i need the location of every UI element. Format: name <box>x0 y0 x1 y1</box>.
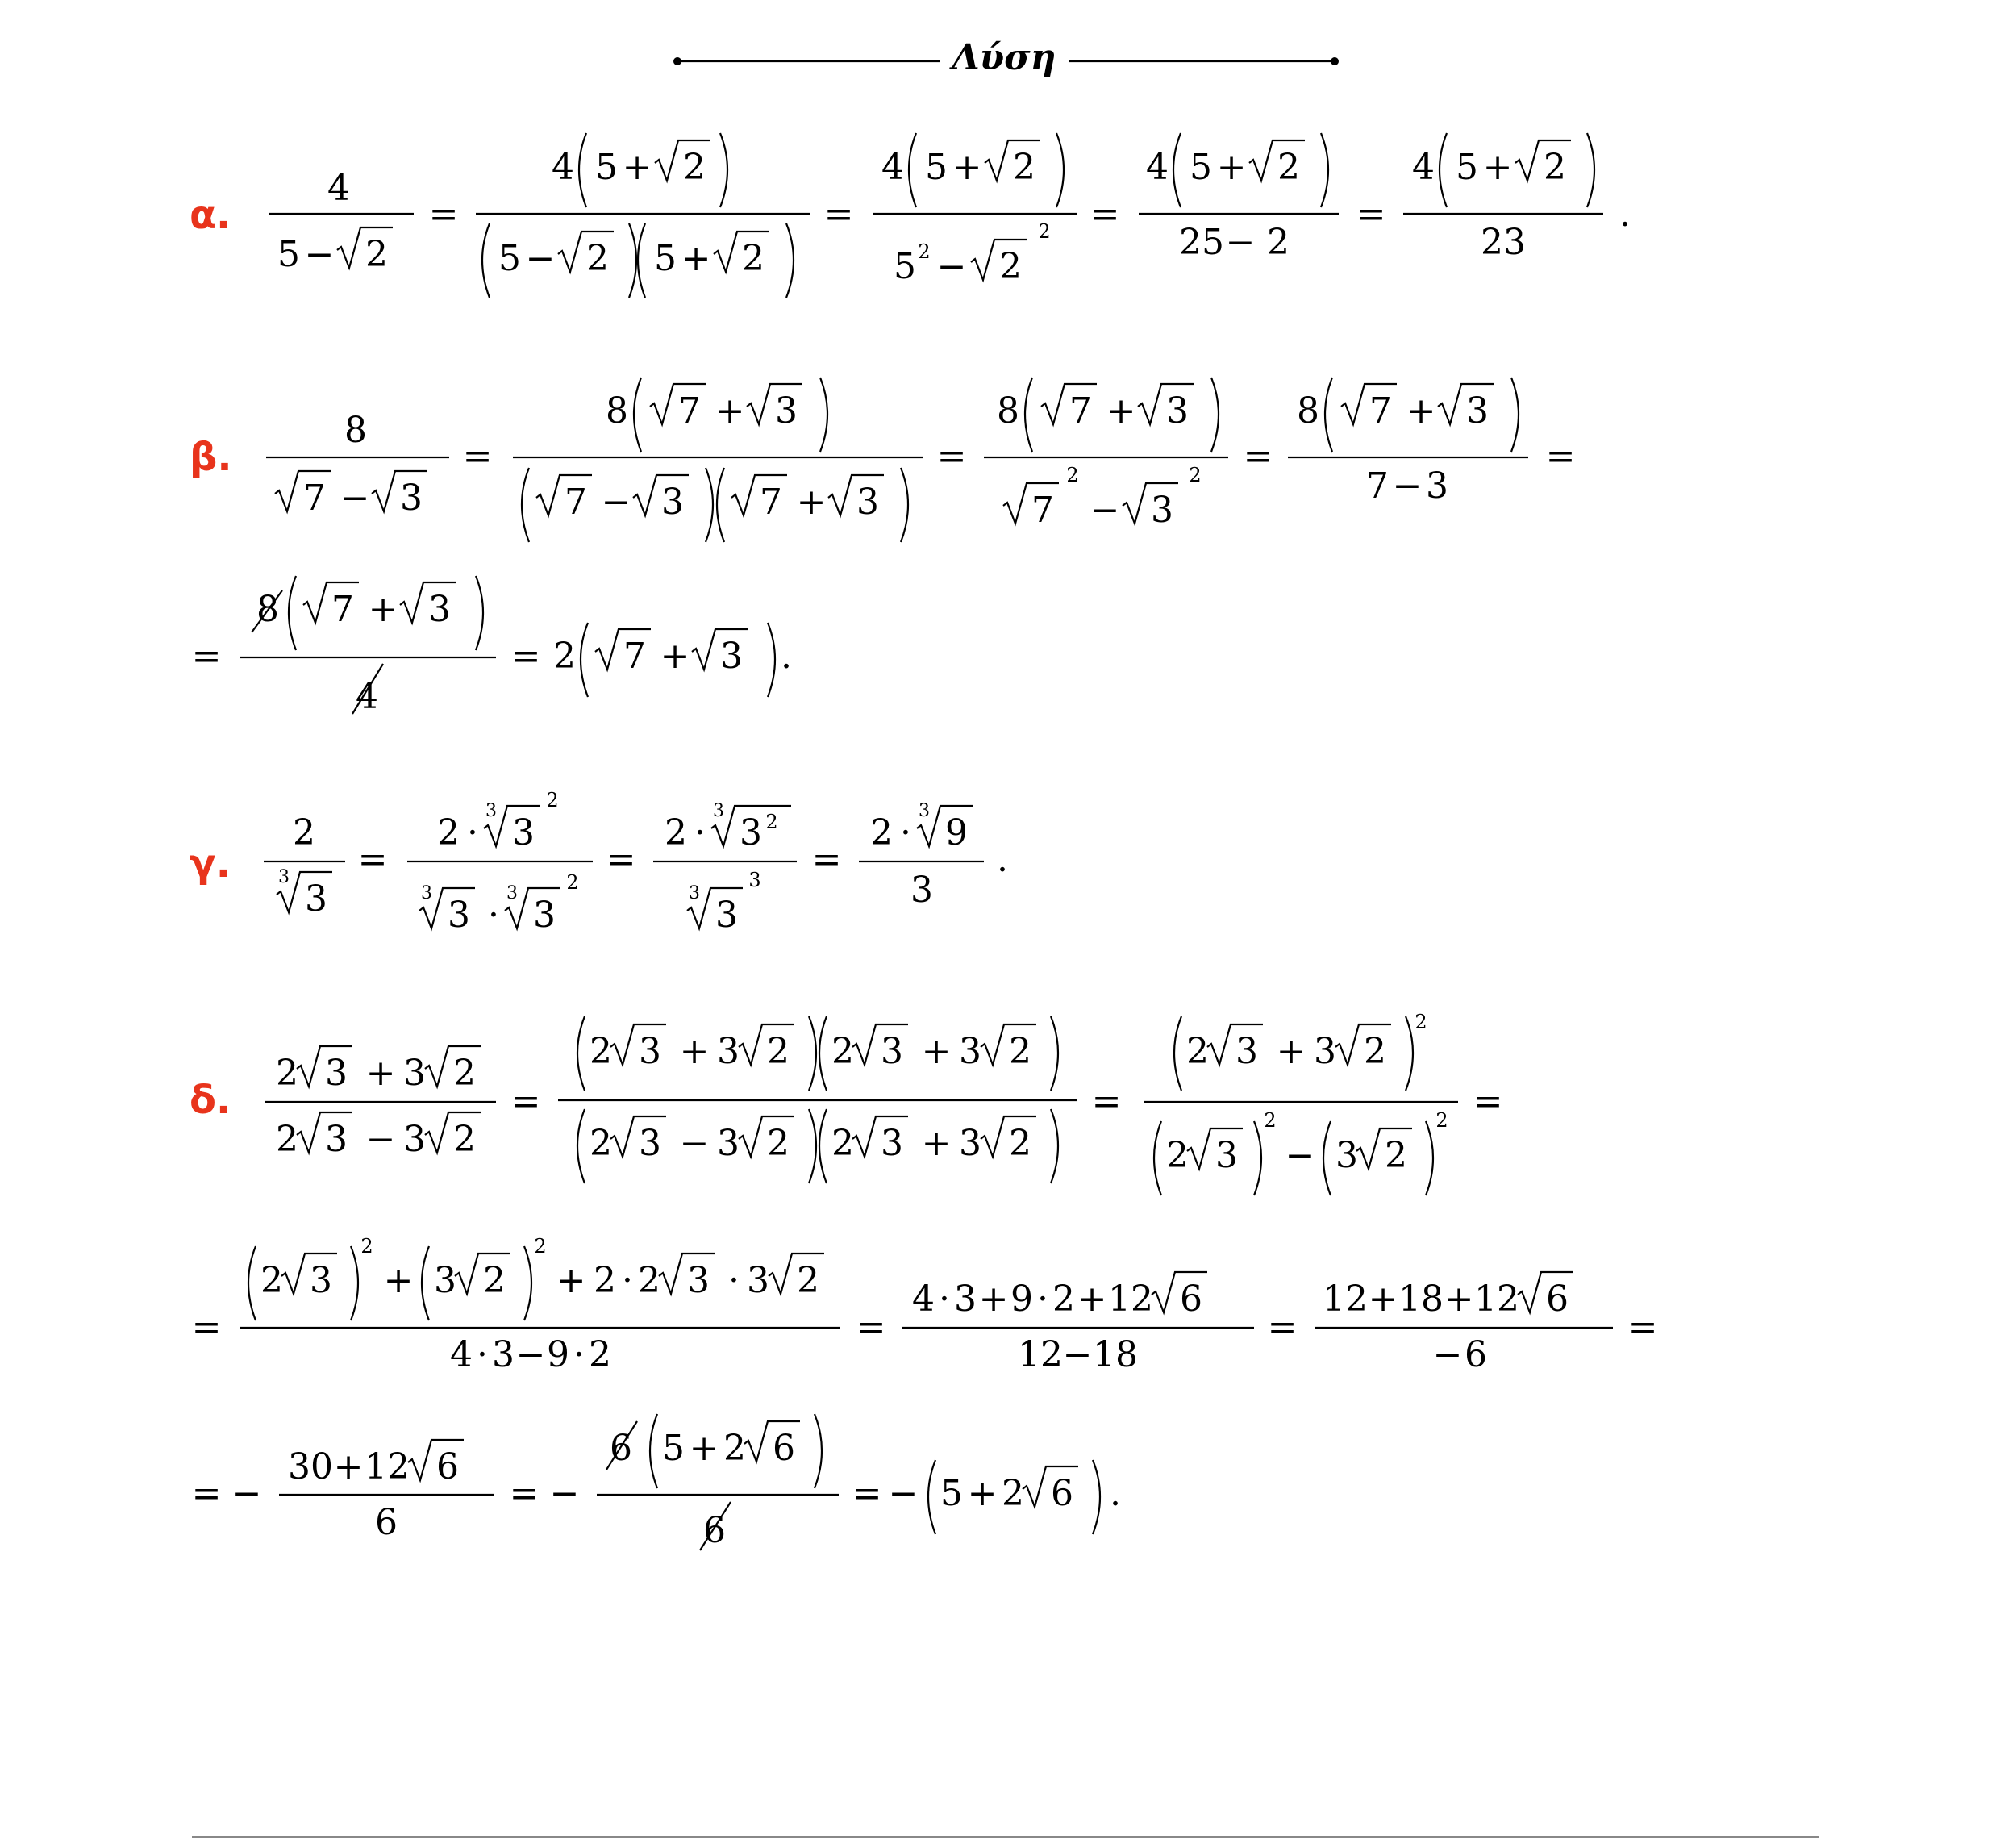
svg-text:+: + <box>921 1123 952 1164</box>
svg-text:6: 6 <box>1180 1279 1202 1320</box>
svg-text:6: 6 <box>773 1428 795 1469</box>
svg-text:=: = <box>191 1307 222 1348</box>
svg-text:2: 2 <box>1435 1109 1448 1132</box>
svg-text:9: 9 <box>547 1334 569 1375</box>
svg-text:−: − <box>525 238 556 279</box>
svg-text:4: 4 <box>1146 147 1169 188</box>
svg-text:=: = <box>1091 1081 1122 1122</box>
svg-text:3: 3 <box>1335 1135 1358 1176</box>
svg-text:3: 3 <box>919 801 930 821</box>
svg-text:·: · <box>488 895 499 936</box>
svg-text:·: · <box>900 812 911 853</box>
svg-text:+: + <box>333 1446 364 1487</box>
svg-text:2: 2 <box>1385 1135 1407 1176</box>
svg-text:3: 3 <box>434 1260 456 1301</box>
svg-text:+: + <box>681 238 711 279</box>
svg-text:2: 2 <box>999 246 1022 287</box>
svg-text:5: 5 <box>595 147 618 188</box>
svg-text:4: 4 <box>356 676 378 717</box>
svg-text:+: + <box>622 147 652 188</box>
svg-text:8: 8 <box>344 410 367 451</box>
svg-text:·: · <box>622 1260 633 1301</box>
svg-text:5: 5 <box>1456 147 1478 188</box>
svg-text:3: 3 <box>717 1123 740 1164</box>
svg-text:12: 12 <box>365 1446 410 1487</box>
svg-text:2: 2 <box>665 812 687 853</box>
svg-text:5: 5 <box>662 1428 685 1469</box>
svg-text:3: 3 <box>740 812 762 853</box>
svg-text:3: 3 <box>639 1031 661 1072</box>
svg-text:=: = <box>1267 1307 1298 1348</box>
svg-text:=: = <box>1243 436 1273 477</box>
svg-text:.: . <box>1619 194 1631 235</box>
svg-text:3: 3 <box>747 1260 769 1301</box>
label-d: δ. <box>190 1078 231 1123</box>
svg-text:6: 6 <box>610 1428 632 1469</box>
svg-text:3: 3 <box>421 883 432 903</box>
svg-text:7: 7 <box>1031 490 1054 531</box>
svg-text:18: 18 <box>1093 1334 1138 1375</box>
svg-text:−: − <box>936 246 967 287</box>
svg-text:2: 2 <box>260 1260 283 1301</box>
svg-text:2: 2 <box>767 1123 790 1164</box>
svg-text:6: 6 <box>1465 1334 1487 1375</box>
svg-text:=: = <box>811 839 842 880</box>
svg-text:3: 3 <box>1151 490 1173 531</box>
svg-text:9: 9 <box>1010 1279 1033 1320</box>
page-title: Λύση <box>952 37 1056 78</box>
svg-text:2: 2 <box>831 1123 854 1164</box>
svg-text:2: 2 <box>723 1428 746 1469</box>
label-b: β. <box>190 435 232 480</box>
svg-text:=: = <box>510 1081 541 1122</box>
svg-text:3: 3 <box>881 1031 903 1072</box>
svg-text:−: − <box>340 478 370 519</box>
svg-text:3: 3 <box>1166 390 1189 432</box>
svg-text:3: 3 <box>325 1053 348 1094</box>
svg-text:+: + <box>1276 1031 1306 1072</box>
header-dot-right <box>1331 57 1339 65</box>
svg-text:3: 3 <box>1314 1031 1336 1072</box>
svg-text:5: 5 <box>498 238 521 279</box>
svg-text:5: 5 <box>1190 147 1212 188</box>
svg-text:7: 7 <box>760 482 782 523</box>
svg-text:23: 23 <box>1481 222 1526 263</box>
svg-text:3: 3 <box>278 867 290 887</box>
svg-text:+: + <box>1368 1279 1398 1320</box>
svg-text:2: 2 <box>546 789 559 811</box>
svg-text:2: 2 <box>1267 222 1290 263</box>
svg-text:2: 2 <box>453 1119 476 1160</box>
svg-text:2: 2 <box>1066 464 1079 486</box>
svg-text:=: = <box>1545 436 1576 477</box>
svg-text:4: 4 <box>450 1334 473 1375</box>
svg-text:3: 3 <box>325 1119 348 1160</box>
svg-text:3: 3 <box>1235 1031 1258 1072</box>
svg-text:2: 2 <box>437 812 460 853</box>
svg-text:4: 4 <box>1412 147 1435 188</box>
svg-text:=: = <box>1090 194 1120 235</box>
svg-text:2: 2 <box>683 147 706 188</box>
header-dot-left <box>673 57 681 65</box>
svg-text:.: . <box>781 636 792 677</box>
svg-text:2: 2 <box>566 871 579 894</box>
svg-text:2: 2 <box>1009 1031 1031 1072</box>
svg-text:6: 6 <box>375 1502 398 1543</box>
svg-text:3: 3 <box>310 1260 332 1301</box>
svg-text:=: = <box>462 436 493 477</box>
svg-text:+: + <box>679 1031 710 1072</box>
svg-text:12: 12 <box>1323 1279 1368 1320</box>
svg-text:2: 2 <box>1002 1473 1024 1514</box>
svg-text:3: 3 <box>1426 465 1448 507</box>
svg-text:5: 5 <box>940 1473 963 1514</box>
svg-text:3: 3 <box>506 883 518 903</box>
svg-text:·: · <box>694 812 706 853</box>
svg-text:2: 2 <box>553 636 576 677</box>
svg-text:18: 18 <box>1398 1279 1444 1320</box>
svg-text:2: 2 <box>1264 1109 1277 1132</box>
svg-text:3: 3 <box>400 478 423 519</box>
svg-text:·: · <box>1037 1279 1048 1320</box>
svg-text:3: 3 <box>687 1260 710 1301</box>
svg-text:8: 8 <box>997 390 1019 432</box>
svg-text:+: + <box>978 1279 1009 1320</box>
svg-text:2: 2 <box>870 812 893 853</box>
svg-text:7: 7 <box>1069 390 1092 432</box>
part-c <box>190 789 1008 936</box>
svg-text:2: 2 <box>638 1260 660 1301</box>
label-a: α. <box>190 193 231 238</box>
svg-text:+: + <box>660 636 690 677</box>
svg-text:3: 3 <box>533 895 556 936</box>
svg-text:3: 3 <box>954 1279 977 1320</box>
svg-text:+: + <box>689 1428 719 1469</box>
svg-text:−: − <box>1285 1135 1315 1176</box>
svg-text:3: 3 <box>689 883 700 903</box>
svg-text:12: 12 <box>1018 1334 1063 1375</box>
svg-text:+: + <box>383 1260 414 1301</box>
svg-text:2: 2 <box>797 1260 819 1301</box>
svg-text:−: − <box>679 1123 710 1164</box>
svg-text:−: − <box>549 1473 580 1514</box>
part-b <box>190 378 1575 717</box>
svg-text:8: 8 <box>1297 390 1319 432</box>
svg-text:12: 12 <box>1474 1279 1519 1320</box>
svg-text:2: 2 <box>453 1053 476 1094</box>
svg-text:2: 2 <box>1186 1031 1209 1072</box>
svg-text:2: 2 <box>742 238 765 279</box>
svg-text:−: − <box>231 1473 262 1514</box>
svg-text:=: = <box>856 1307 886 1348</box>
svg-text:3: 3 <box>485 801 497 821</box>
svg-text:2: 2 <box>918 240 931 263</box>
svg-text:3: 3 <box>1215 1135 1238 1176</box>
svg-text:7: 7 <box>1366 465 1389 507</box>
svg-text:3: 3 <box>717 1031 740 1072</box>
svg-text:3: 3 <box>959 1123 981 1164</box>
svg-text:.: . <box>997 839 1008 880</box>
svg-text:3: 3 <box>661 482 684 523</box>
svg-text:+: + <box>368 589 398 630</box>
svg-text:+: + <box>556 1260 586 1301</box>
svg-text:9: 9 <box>945 812 968 853</box>
svg-text:7: 7 <box>565 482 587 523</box>
svg-text:·: · <box>573 1334 585 1375</box>
svg-text:5: 5 <box>277 234 300 275</box>
svg-text:7: 7 <box>678 390 701 432</box>
svg-text:2: 2 <box>360 1235 373 1258</box>
svg-text:4: 4 <box>912 1279 935 1320</box>
header <box>673 37 1339 78</box>
svg-text:−: − <box>1432 1334 1463 1375</box>
svg-text:2: 2 <box>483 1260 506 1301</box>
svg-text:+: + <box>365 1053 396 1094</box>
svg-text:+: + <box>1106 390 1136 432</box>
svg-text:2: 2 <box>1277 147 1300 188</box>
svg-text:3: 3 <box>881 1123 903 1164</box>
svg-text:+: + <box>1444 1279 1474 1320</box>
svg-text:3: 3 <box>910 870 933 911</box>
svg-text:7: 7 <box>303 478 326 519</box>
svg-text:+: + <box>952 147 982 188</box>
label-c: γ. <box>190 841 231 886</box>
svg-text:7: 7 <box>1369 390 1392 432</box>
svg-text:3: 3 <box>856 482 879 523</box>
svg-text:6: 6 <box>703 1510 726 1551</box>
svg-text:=: = <box>357 839 388 880</box>
svg-text:2: 2 <box>765 811 778 833</box>
svg-text:5: 5 <box>894 246 916 287</box>
svg-text:2: 2 <box>590 1031 612 1072</box>
svg-text:−: − <box>1392 465 1423 507</box>
svg-text:2: 2 <box>1364 1031 1386 1072</box>
svg-text:=: = <box>606 839 636 880</box>
svg-text:5: 5 <box>654 238 677 279</box>
svg-text:2: 2 <box>1038 220 1051 243</box>
svg-text:3: 3 <box>720 636 743 677</box>
svg-text:+: + <box>967 1473 998 1514</box>
svg-text:4: 4 <box>881 147 904 188</box>
svg-text:=: = <box>428 194 459 235</box>
svg-text:25: 25 <box>1179 222 1224 263</box>
svg-text:2: 2 <box>1415 1011 1427 1033</box>
svg-text:−: − <box>888 1473 919 1514</box>
part-a <box>190 133 1631 298</box>
svg-text:=: = <box>1627 1307 1658 1348</box>
svg-text:2: 2 <box>1166 1135 1189 1176</box>
svg-text:8: 8 <box>606 390 628 432</box>
svg-text:−: − <box>1090 490 1120 531</box>
svg-text:3: 3 <box>639 1123 661 1164</box>
svg-text:=: = <box>823 194 854 235</box>
svg-text:·: · <box>939 1279 950 1320</box>
svg-text:3: 3 <box>448 895 470 936</box>
svg-text:3: 3 <box>959 1031 981 1072</box>
svg-text:2: 2 <box>594 1260 616 1301</box>
svg-text:·: · <box>728 1260 740 1301</box>
svg-text:2: 2 <box>293 812 315 853</box>
svg-text:−: − <box>515 1334 546 1375</box>
svg-text:3: 3 <box>492 1334 515 1375</box>
svg-text:=: = <box>510 636 541 677</box>
svg-text:3: 3 <box>305 878 327 920</box>
svg-text:2: 2 <box>276 1053 298 1094</box>
svg-text:2: 2 <box>589 1334 611 1375</box>
svg-text:2: 2 <box>1544 147 1566 188</box>
svg-text:3: 3 <box>428 589 451 630</box>
svg-text:4: 4 <box>552 147 574 188</box>
svg-text:7: 7 <box>623 636 646 677</box>
svg-text:6: 6 <box>1051 1473 1073 1514</box>
svg-text:7: 7 <box>331 589 354 630</box>
svg-text:5: 5 <box>925 147 948 188</box>
svg-text:=: = <box>1473 1081 1503 1122</box>
svg-text:3: 3 <box>748 869 761 891</box>
svg-text:−: − <box>601 482 631 523</box>
svg-text:2: 2 <box>1013 147 1035 188</box>
svg-text:·: · <box>477 1334 488 1375</box>
part-d <box>190 1011 1657 1551</box>
svg-text:3: 3 <box>403 1119 426 1160</box>
svg-text:−: − <box>1225 222 1256 263</box>
svg-text:=: = <box>191 636 222 677</box>
svg-text:=: = <box>1356 194 1386 235</box>
svg-text:12: 12 <box>1108 1279 1153 1320</box>
svg-text:−: − <box>365 1119 396 1160</box>
svg-text:2: 2 <box>1009 1123 1031 1164</box>
svg-text:=: = <box>191 1473 222 1514</box>
svg-text:2: 2 <box>1052 1279 1075 1320</box>
svg-text:3: 3 <box>713 801 724 821</box>
num-a1: 4 <box>327 168 350 209</box>
svg-text:=: = <box>509 1473 540 1514</box>
svg-text:3: 3 <box>403 1053 426 1094</box>
svg-text:2: 2 <box>590 1123 612 1164</box>
svg-text:2: 2 <box>767 1031 790 1072</box>
svg-text:2: 2 <box>534 1235 547 1258</box>
svg-text:+: + <box>796 482 827 523</box>
svg-text:2: 2 <box>831 1031 854 1072</box>
svg-text:2: 2 <box>1189 464 1202 486</box>
svg-text:30: 30 <box>288 1446 333 1487</box>
svg-text:2: 2 <box>365 234 388 275</box>
svg-text:+: + <box>1482 147 1513 188</box>
svg-text:+: + <box>715 390 745 432</box>
svg-text:8: 8 <box>256 589 279 630</box>
svg-text:3: 3 <box>715 895 738 936</box>
svg-text:2: 2 <box>276 1119 298 1160</box>
svg-text:+: + <box>921 1031 952 1072</box>
svg-text:+: + <box>1077 1279 1107 1320</box>
svg-text:=: = <box>936 436 967 477</box>
svg-text:3: 3 <box>775 390 798 432</box>
svg-text:6: 6 <box>436 1446 459 1487</box>
svg-text:=: = <box>852 1473 882 1514</box>
svg-text:3: 3 <box>512 812 535 853</box>
svg-text:−: − <box>1062 1334 1093 1375</box>
svg-text:·: · <box>467 812 478 853</box>
svg-text:.: . <box>1110 1473 1121 1514</box>
svg-text:−: − <box>304 234 335 275</box>
svg-text:3: 3 <box>1466 390 1489 432</box>
svg-text:6: 6 <box>1546 1279 1569 1320</box>
svg-text:2: 2 <box>586 238 609 279</box>
svg-text:+: + <box>1216 147 1247 188</box>
svg-text:+: + <box>1406 390 1436 432</box>
